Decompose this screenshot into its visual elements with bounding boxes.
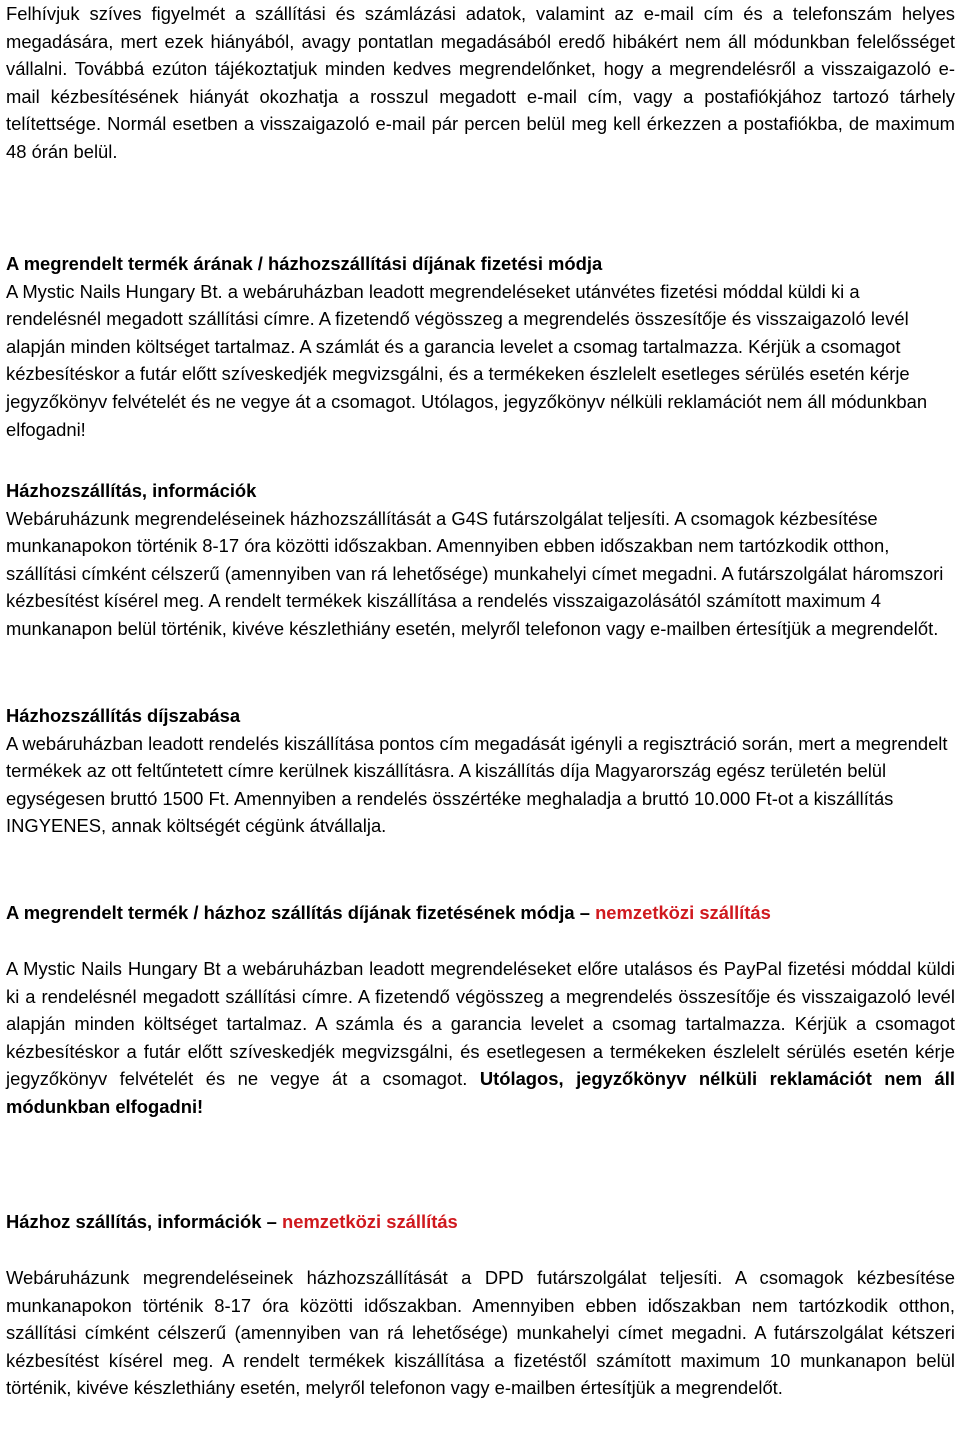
delivery-international-heading — [6, 1208, 955, 1236]
international-shipping-label: nemzetközi szállítás — [281, 1211, 458, 1232]
intro-text-3: Normál esetben a visszaigazoló e-mail pár percen belül meg kell érkezzen a postafiókba, de maximum 48 órán belül. — [6, 113, 955, 162]
payment-international-heading — [6, 899, 955, 927]
delivery-info-section — [6, 477, 955, 643]
intro-text-2: Továbbá ezúton tájékoztatjuk minden kedves megrendelőnket, hogy a megrendelésről a visszaigazoló e-mail kézbesítésének hiányát okozhatja a rosszul megadott e-mail cím, vagy a postafiókjához tartozó tárhely telítettsége. — [6, 58, 955, 135]
payment-international-warning: Utólagos, jegyzőkönyv nélküli reklamációt nem áll módunkban elfogadni! — [6, 1068, 956, 1117]
payment-international-body — [6, 955, 955, 1121]
intro-text-1: Felhívjuk szíves figyelmét a szállítási és számlázási adatok, valamint az e-mail cím és a telefonszám helyes megadására, mert ezek hiányából, avagy pontatlan megadásából eredő hibákért nem áll módunkban felelősséget vállalni. — [6, 3, 955, 80]
heading-dash: – — [266, 1211, 277, 1232]
payment-international-body-text: A Mystic Nails Hungary Bt a webáruházban leadott megrendeléseket előre utalásos és PayPal fizetési móddal küldi ki a rendelésnél megadott szállítási címre. A fizetendő végösszeg a megrendelés összesítője és visszaigazoló levél alapján minden költséget tartalmaz. A számla és a garancia levelet a csomag tartalmazza. Kérjük a csomagot kézbesítéskor a futár előtt szíveskedjék megvizsgálni, és esetlegesen a termékeken észlelelt sérülés esetén kérje jegyzőkönyv felvételét és ne vegye át a csomagot. — [6, 958, 955, 1090]
payment-international-section — [6, 955, 955, 1121]
payment-domestic-body: A Mystic Nails Hungary Bt. a webáruházban leadott megrendeléseket utánvétes fizetési móddal küldi ki a rendelésnél megadott szállítási címre. A fizetendő végösszeg a megrendelés összesítője és visszaigazoló levél alapján minden költséget tartalmaz. A számlát és a garancia levelet a csomag tartalmazza. Kérjük a csomagot kézbesítéskor a futár előtt szíveskedjék megvizsgálni, és a termékeken észlelelt esetleges sérülés esetén kérje jegyzőkönyv felvételét és ne vegye át a csomagot. Utólagos, jegyzőkönyv nélküli reklamációt nem áll módunkban elfogadni! — [6, 280, 928, 440]
delivery-info-heading: Házhozszállítás, információk — [6, 480, 257, 501]
delivery-fees-section — [6, 702, 955, 840]
payment-international-heading-block — [6, 899, 955, 927]
heading-dash: – — [579, 902, 590, 923]
payment-international-heading-text: A megrendelt termék / házhoz szállítás díjának fizetésének módja — [6, 902, 575, 923]
payment-domestic-section — [6, 250, 955, 443]
intro-paragraph — [6, 0, 955, 166]
delivery-international-section — [6, 1264, 955, 1402]
delivery-international-body: Webáruházunk megrendeléseinek házhozszállítását a DPD futárszolgálat teljesíti. A csomagok kézbesítése munkanapokon történik 8-17 óra közötti időszakban. Amennyiben ebben időszakban nem tartózkodik otthon, szállítási címként célszerű (amennyiben van rá lehetősége) munkahelyi címet megadni. A futárszolgálat kétszeri kézbesítést kísérel meg. A rendelt termékek kiszállítása a fizetéstől számított maximum 10 munkanapon belül történik, kivéve készlethiány esetén, melyről telefonon vagy e-mailben értesítjük a megrendelőt. — [6, 1267, 955, 1399]
delivery-international-heading-block — [6, 1208, 955, 1236]
international-shipping-label: nemzetközi szállítás — [595, 902, 771, 923]
payment-domestic-heading: A megrendelt termék árának / házhozszállítási díjának fizetési módja — [6, 253, 603, 274]
delivery-fees-heading: Házhozszállítás díjszabása — [6, 705, 241, 726]
delivery-fees-body: A webáruházban leadott rendelés kiszállítása pontos cím megadását igényli a regisztráció során, mert a megrendelt termékek az ott feltűntetett címre kerülnek kiszállításra. A kiszállítás díja Magyarország egész területén belül egységesen bruttó 1500 Ft. Amennyiben a rendelés összértéke meghaladja a bruttó 10.000 Ft-ot a kiszállítás INGYENES, annak költségét cégünk átvállalja. — [6, 732, 948, 837]
intro-section — [6, 0, 955, 166]
delivery-info-body: Webáruházunk megrendeléseinek házhozszállítását a G4S futárszolgálat teljesíti. A csomagok kézbesítése munkanapokon történik 8-17 óra közötti időszakban. Amennyiben ebben időszakban nem tartózkodik otthon, szállítási címként célszerű (amennyiben van rá lehetősége) munkahelyi címet megadni. A futárszolgálat háromszori kézbesítést kísérel meg. A rendelt termékek kiszállítása a rendelés visszaigazolásától számított maximum 4 munkanapon belül történik, kivéve készlethiány esetén, melyről telefonon vagy e-mailben értesítjük a megrendelőt. — [6, 507, 944, 639]
delivery-international-heading-text: Házhoz szállítás, információk — [6, 1211, 262, 1232]
